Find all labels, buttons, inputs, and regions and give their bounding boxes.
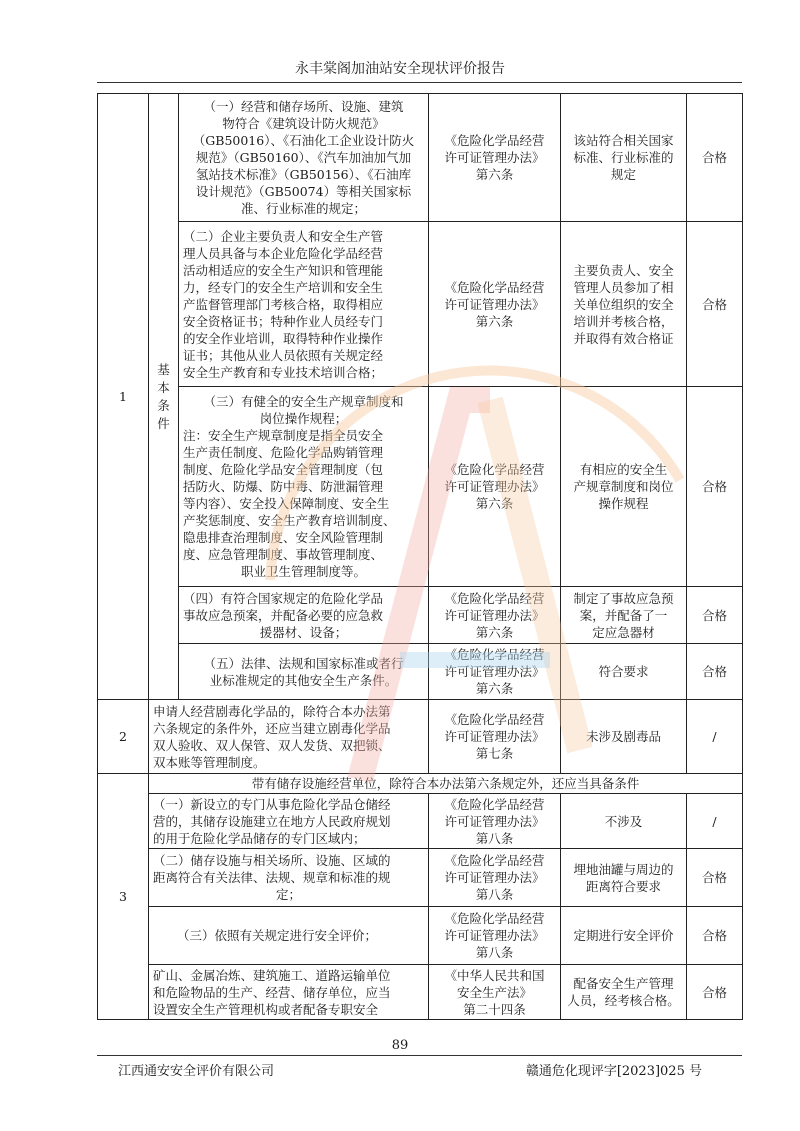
result-cell: 合格 bbox=[687, 94, 743, 222]
basis-cell: 《危险化学品经营 许可证管理办法》 第七条 bbox=[429, 700, 561, 774]
page-header-title: 永丰棠阁加油站安全现状评价报告 bbox=[295, 61, 505, 77]
fact-cell: 制定了事故应急预 案，并配备了一 定应急器材 bbox=[561, 587, 687, 644]
fact-cell: 未涉及剧毒品 bbox=[561, 700, 687, 774]
footer-rule bbox=[97, 1055, 742, 1056]
result-cell: 合格 bbox=[687, 965, 743, 1020]
requirement-cell: （一）经营和储存场所、设施、建筑 物符合《建筑设计防火规范》 （GB50016）、《石油化工企业设计防火 规范》（GB50160）、《汽车加油加气加 氢站技术标准》（GB50156）、《石油库 设计规范》（GB50074）等相关国家标 准、行业标准的规定； bbox=[179, 94, 429, 222]
result-cell: 合格 bbox=[687, 907, 743, 965]
footer-company: 江西通安安全评价有限公司 bbox=[118, 1064, 275, 1079]
row-number: 3 bbox=[98, 774, 149, 1020]
result-cell: 合格 bbox=[687, 387, 743, 587]
basis-cell: 《危险化学品经营 许可证管理办法》 第六条 bbox=[429, 587, 561, 644]
requirement-cell: （二）储存设施与相关场所、设施、区域的 距离符合有关法律、法规、规章和标准的规 定； bbox=[149, 849, 429, 907]
fact-cell: 主要负责人、安全 管理人员参加了相 关单位组织的安全 培训并考核合格， 并取得有效合格证 bbox=[561, 222, 687, 387]
result-cell: 合格 bbox=[687, 644, 743, 700]
basis-cell: 《危险化学品经营 许可证管理办法》 第八条 bbox=[429, 794, 561, 849]
result-cell: / bbox=[687, 700, 743, 774]
requirement-cell: （一）新设立的专门从事危险化学品仓储经 营的，其储存设施建立在地方人民政府规划 的用于危险化学品储存的专门区域内； bbox=[149, 794, 429, 849]
basis-cell: 《危险化学品经营 许可证管理办法》 第六条 bbox=[429, 387, 561, 587]
section-intro: 带有储存设施经营单位，除符合本办法第六条规定外，还应当具备条件 bbox=[149, 774, 743, 794]
row-category bbox=[149, 94, 179, 700]
basis-cell: 《中华人民共和国 安全生产法》 第二十四条 bbox=[429, 965, 561, 1020]
page-number: 89 bbox=[391, 1038, 409, 1053]
table-row bbox=[98, 774, 743, 794]
table-row bbox=[98, 387, 743, 587]
basis-cell: 《危险化学品经营 许可证管理办法》 第六条 bbox=[429, 644, 561, 700]
category-label: 基本条件 bbox=[157, 361, 170, 431]
requirement-cell: （三）有健全的安全生产规章制度和 岗位操作规程； 注：安全生产规章制度是指全员安全 生产责任制度、危险化学品购销管理 制度、危险化学品安全管理制度（包 括防火、防爆、防中毒、防泄漏管理 等内容）、安全投入保障制度、安全生 产奖惩制度、安全生产教育培训制度、 隐患排查治理制度、安全风险管理制 度、应急管理制度、事故管理制度、 职业卫生管理制度等。 bbox=[179, 387, 429, 587]
fact-cell: 配备安全生产管理 人员，经考核合格。 bbox=[561, 965, 687, 1020]
requirement-cell: （三）依照有关规定进行安全评价； bbox=[149, 907, 429, 965]
requirement-cell: （五）法律、法规和国家标准或者行 业标准规定的其他安全生产条件。 bbox=[179, 644, 429, 700]
result-cell: 合格 bbox=[687, 587, 743, 644]
table-row bbox=[98, 700, 743, 774]
requirement-cell: 申请人经营剧毒化学品的，除符合本办法第 六条规定的条件外，还应当建立剧毒化学品 双人验收、双人保管、双人发货、双把锁、 双本账等管理制度。 bbox=[149, 700, 429, 774]
fact-cell: 不涉及 bbox=[561, 794, 687, 849]
result-cell: / bbox=[687, 794, 743, 849]
requirement-cell: 矿山、金属冶炼、建筑施工、道路运输单位 和危险物品的生产、经营、储存单位，应当 设置安全生产管理机构或者配备专职安全 bbox=[149, 965, 429, 1020]
footer-doc-number: 赣通危化现评字[2023]025 号 bbox=[525, 1064, 702, 1079]
fact-cell: 有相应的安全生 产规章制度和岗位 操作规程 bbox=[561, 387, 687, 587]
evaluation-table bbox=[97, 93, 743, 1020]
basis-cell: 《危险化学品经营 许可证管理办法》 第六条 bbox=[429, 222, 561, 387]
basis-cell: 《危险化学品经营 许可证管理办法》 第八条 bbox=[429, 907, 561, 965]
basis-cell: 《危险化学品经营 许可证管理办法》 第八条 bbox=[429, 849, 561, 907]
table-row bbox=[98, 849, 743, 907]
requirement-cell: （二）企业主要负责人和安全生产管 理人员具备与本企业危险化学品经营 活动相适应的安全生产知识和管理能 力，经专门的安全生产培训和安全生 产监督管理部门考核合格，取得相应 安全资格证书；特种作业人员经专门 的安全作业培训，取得特种作业操作 证书；其他从业人员依照有关规定经 安全生产教育和专业技术培训合格； bbox=[179, 222, 429, 387]
fact-cell: 符合要求 bbox=[561, 644, 687, 700]
requirement-cell: （四）有符合国家规定的危险化学品 事故应急预案，并配备必要的应急救 援器材、设备； bbox=[179, 587, 429, 644]
table-row bbox=[98, 907, 743, 965]
fact-cell: 该站符合相关国家 标准、行业标准的 规定 bbox=[561, 94, 687, 222]
table-row bbox=[98, 965, 743, 1020]
result-cell: 合格 bbox=[687, 222, 743, 387]
row-number: 2 bbox=[98, 700, 149, 774]
table-row bbox=[98, 94, 743, 222]
table-row bbox=[98, 794, 743, 849]
result-cell: 合格 bbox=[687, 849, 743, 907]
table-row bbox=[98, 222, 743, 387]
basis-cell: 《危险化学品经营 许可证管理办法》 第六条 bbox=[429, 94, 561, 222]
row-number: 1 bbox=[98, 94, 149, 700]
header-rule bbox=[97, 82, 742, 83]
table-row bbox=[98, 644, 743, 700]
table-row bbox=[98, 587, 743, 644]
fact-cell: 埋地油罐与周边的 距离符合要求 bbox=[561, 849, 687, 907]
fact-cell: 定期进行安全评价 bbox=[561, 907, 687, 965]
